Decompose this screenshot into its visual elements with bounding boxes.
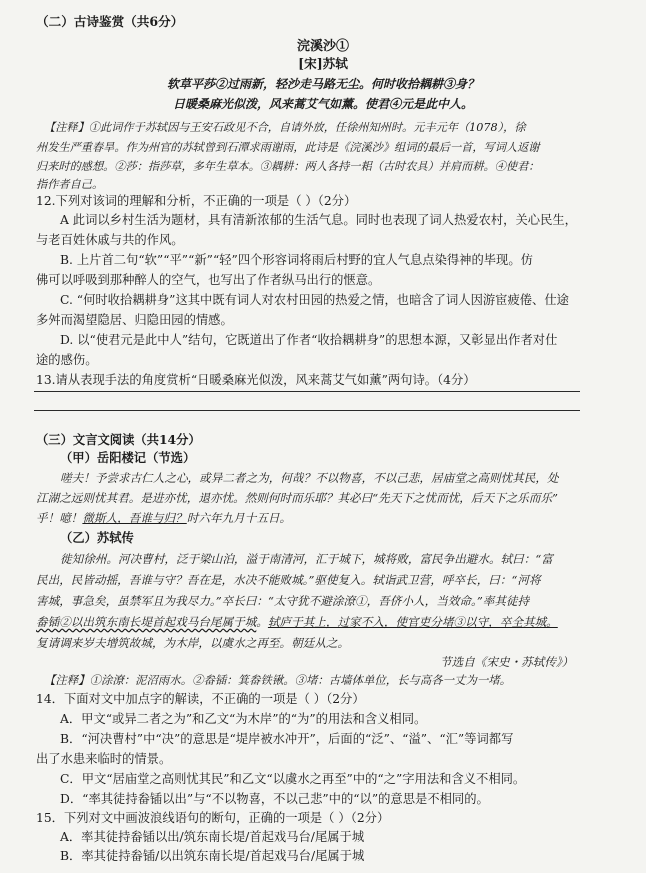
poem-line-2: 日暖桑麻光似泼，风来蒿艾气如薰。使君④元是此中人。 xyxy=(172,97,473,111)
poem-note-line-1: 【注释】①此词作于苏轼因与王安石政见不合，自请外放，任徐州知州时。元丰元年（1078），徐 xyxy=(44,121,526,134)
passage-jia-line-3-start: 乎！噫！ xyxy=(36,511,83,525)
q12-option-c-line-2: 多舛而渴望隐居、归隐田园的情感。 xyxy=(36,313,233,327)
passage-yi-line-1: 徙知徐州。河决曹村，泛于梁山泊，溢于南清河，汇于城下，城将败，富民争出避水。轼曰：“富 xyxy=(60,552,553,566)
passage-yi-underlined-sentence: 轼庐于其上，过家不入，使官吏分堵③以守，卒全其城。 xyxy=(267,615,558,629)
passage-yi-wavy-sentence: 畚锸②以出筑东南长堤首起戏马台尾属于城 xyxy=(36,615,257,629)
passage-source: 节选自《宋史・苏轼传》） xyxy=(440,655,574,669)
q14-option-b-line-1: B．“河决曹村”中“决”的意思是“堤岸被水冲开”，后面的“泛”、“溢”、“汇”等词都写 xyxy=(60,732,514,746)
passage-yi-period: 。 xyxy=(256,615,268,629)
question-14-stem: 14．下面对文中加点字的解读，不正确的一项是（ ）（2分） xyxy=(36,692,365,706)
q14-option-c: C．甲文“居庙堂之高则忧其民”和乙文“以虞水之再至”中的“之”字用法和含义不相同。 xyxy=(60,772,526,786)
q12-option-b-line-1: B. 上片首二句“软”“平”“新”“轻”四个形容词将雨后村野的宜人气息点染得神的毕现。仿 xyxy=(60,253,533,267)
passage-jia-line-3 xyxy=(36,510,291,526)
poem-note-line-4: 指作者自己。 xyxy=(36,178,104,191)
q14-option-b-line-2: 出了水患来临时的情景。 xyxy=(36,752,172,766)
q12-option-c-line-1: C. “何时收拾耦耕身”这其中既有词人对农村田园的热爱之情，也暗含了词人因游宦疲倦、仕途 xyxy=(60,293,569,307)
q14-option-a: A．甲文“或异二者之为”和乙文“为木岸”的“为”的用法和含义相同。 xyxy=(60,712,427,726)
passage-yi-line-3: 害城，事急矣，虽禁军且为我尽力。”卒长曰：“太守犹不避涂潦①，吾侪小人，当效命。”率其徒持 xyxy=(36,594,530,608)
question-13-stem: 13.请从表现手法的角度赏析“日暖桑麻光似泼，风来蒿艾气如薰”两句诗。（4分） xyxy=(36,373,476,387)
q12-option-d-line-1: D. 以“使君元是此中人”结句，它既道出了作者“收拾耦耕身”的思想本源，又彰显出作者对仕 xyxy=(60,333,558,347)
q12-option-a-line-1: A 此词以乡村生活为题材，具有清新浓郁的生活气息。同时也表现了词人热爱农村，关心民生， xyxy=(60,213,577,227)
poem-note-line-3: 归来时的感想。②莎：指莎草，多年生草本。③耦耕：两人各持一耜（古时农具）并肩而耕。④使君： xyxy=(36,160,540,173)
q12-option-a-line-2: 与老百姓休戚与共的作风。 xyxy=(36,233,184,247)
question-12-stem: 12.下列对该词的理解和分析，不正确的一项是（ ）（2分） xyxy=(36,194,357,208)
question-15-stem: 15．下列对文中画波浪线语句的断句，正确的一项是（ ）（2分） xyxy=(36,811,390,825)
q12-option-d-line-2: 途的感伤。 xyxy=(36,353,98,367)
poem-note-line-2: 州发生严重春旱。作为州官的苏轼曾到石潭求雨谢雨，此诗是《浣溪沙》组词的最后一首，写词人返谢 xyxy=(36,141,540,154)
passage-jia-date: 时六年九月十五日。 xyxy=(186,511,292,525)
section-heading-classical: （三）文言文阅读（共14分） xyxy=(36,432,201,447)
q15-option-b: B．率其徒持畚锸/以出筑东南长堤/首起戏马台/尾属于城 xyxy=(60,849,365,863)
passage-jia-underlined-phrase: 微斯人，吾谁与归？ xyxy=(82,511,187,525)
answer-line-1[interactable] xyxy=(34,391,580,392)
passage-jia-title: （甲）岳阳楼记（节选） xyxy=(60,450,196,465)
passage-yi-note: 【注释】①涂潦：泥沼雨水。②畚锸：箕畚铁锹。③堵：古墙体单位，长与高各一丈为一堵。 xyxy=(44,673,512,687)
passage-yi-line-5: 复请调来岁夫增筑故城，为木岸，以虞水之再至。朝廷从之。 xyxy=(36,636,350,650)
answer-line-2[interactable] xyxy=(34,410,580,411)
poem-line-1: 软草平莎②过雨新，轻沙走马路无尘。何时收拾耦耕③身？ xyxy=(166,77,479,91)
poem-author: [宋]苏轼 xyxy=(298,56,348,71)
passage-yi-line-4 xyxy=(36,614,558,630)
passage-jia-line-1: 嗟夫！予尝求古仁人之心，或异二者之为，何哉？不以物喜，不以己悲，居庙堂之高则忧其民，处 xyxy=(60,471,559,485)
q15-option-a: A．率其徒持畚锸以出/筑东南长堤/首起戏马台/尾属于城 xyxy=(60,830,365,844)
poem-title: 浣溪沙① xyxy=(296,39,349,54)
q14-option-d: D．“率其徒持畚锸以出”与“不以物喜，不以己悲”中的“以”的意思是不相同的。 xyxy=(60,792,489,806)
q12-option-b-line-2: 佛可以呼吸到那种醉人的空气，也写出了作者纵马出行的惬意。 xyxy=(36,273,381,287)
passage-jia-line-2: 江湖之远则忧其君。是进亦忧，退亦忧。然则何时而乐耶？其必曰“先天下之忧而忧，后天下之乐而乐” xyxy=(36,491,558,505)
section-heading-poetry: （二）古诗鉴赏（共6分） xyxy=(36,14,184,29)
passage-yi-title: （乙）苏轼传 xyxy=(60,530,134,545)
passage-yi-line-2: 民出，民皆动摇，吾谁与守？吾在是，水决不能败城。”驱使复入。轼诣武卫营，呼卒长，曰：“河将 xyxy=(36,573,541,587)
